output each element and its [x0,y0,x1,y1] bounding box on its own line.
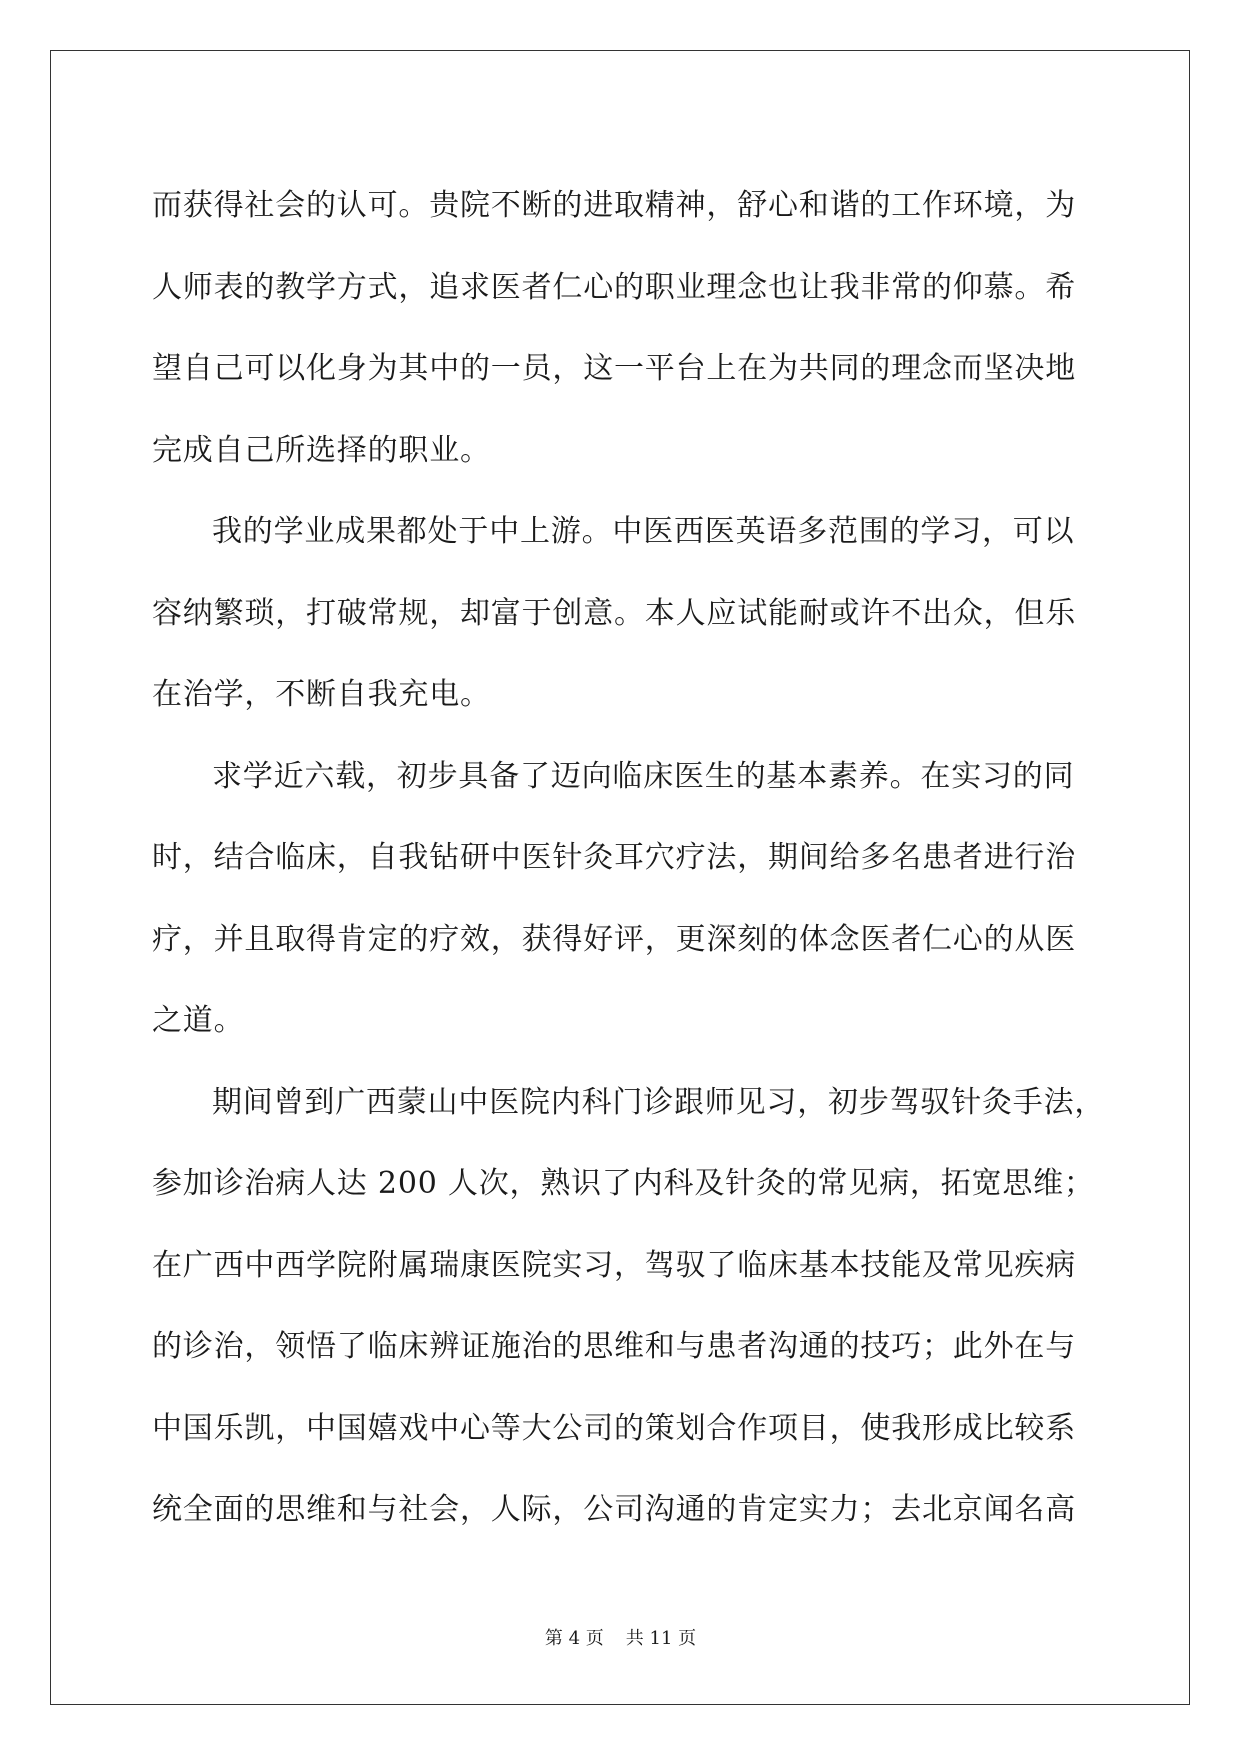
text-line: 在治学，不断自我充电。 [152,677,491,712]
text-line: 望自己可以化身为其中的一员，这一平台上在为共同的理念而坚决地 [152,351,1076,386]
text-line: 之道。 [152,1003,245,1038]
text-line: 完成自己所选择的职业。 [152,432,491,468]
text-line: 我的学业成果都处于中上游。中医西医英语多范围的学习，可以 [212,514,1075,549]
paragraph-3 [152,736,1092,1062]
text-line: 时，结合临床，自我钻研中医针灸耳穴疗法，期间给多名患者进行治 [152,840,1076,875]
document-body [152,165,1106,1551]
current-page-label: 第 4 页 [544,1628,604,1649]
text-line: 疗，并且取得肯定的疗效，获得好评，更深刻的体念医者仁心的从医 [152,921,1076,957]
text-line: 求学近六载，初步具备了迈向临床医生的基本素养。在实习的同 [212,758,1075,794]
text-line: 中国乐凯，中国嬉戏中心等大公司的策划合作项目，使我形成比较系 [152,1410,1076,1446]
page-footer [0,1624,1241,1650]
paragraph-1 [152,165,1092,491]
paragraph-4 [152,1062,1106,1551]
text-line: 在广西中西学院附属瑞康医院实习，驾驭了临床基本技能及常见疾病 [152,1247,1076,1283]
text-line: 容纳繁琐，打破常规，却富于创意。本人应试能耐或许不出众，但乐 [152,595,1076,631]
text-line: 人师表的教学方式，追求医者仁心的职业理念也让我非常的仰慕。希 [152,269,1076,305]
total-pages-label: 共 11 页 [625,1628,697,1649]
text-line: 的诊治，领悟了临床辨证施治的思维和与患者沟通的技巧；此外在与 [152,1329,1076,1364]
text-line: 而获得社会的认可。贵院不断的进取精神，舒心和谐的工作环境，为 [152,188,1076,223]
paragraph-2 [152,491,1092,736]
text-line: 参加诊治病人达 200 人次，熟识了内科及针灸的常见病，拓宽思维； [152,1166,1095,1201]
text-line: 统全面的思维和与社会，人际，公司沟通的肯定实力；去北京闻名高 [152,1492,1076,1527]
text-line: 期间曾到广西蒙山中医院内科门诊跟师见习，初步驾驭针灸手法， [212,1084,1106,1120]
